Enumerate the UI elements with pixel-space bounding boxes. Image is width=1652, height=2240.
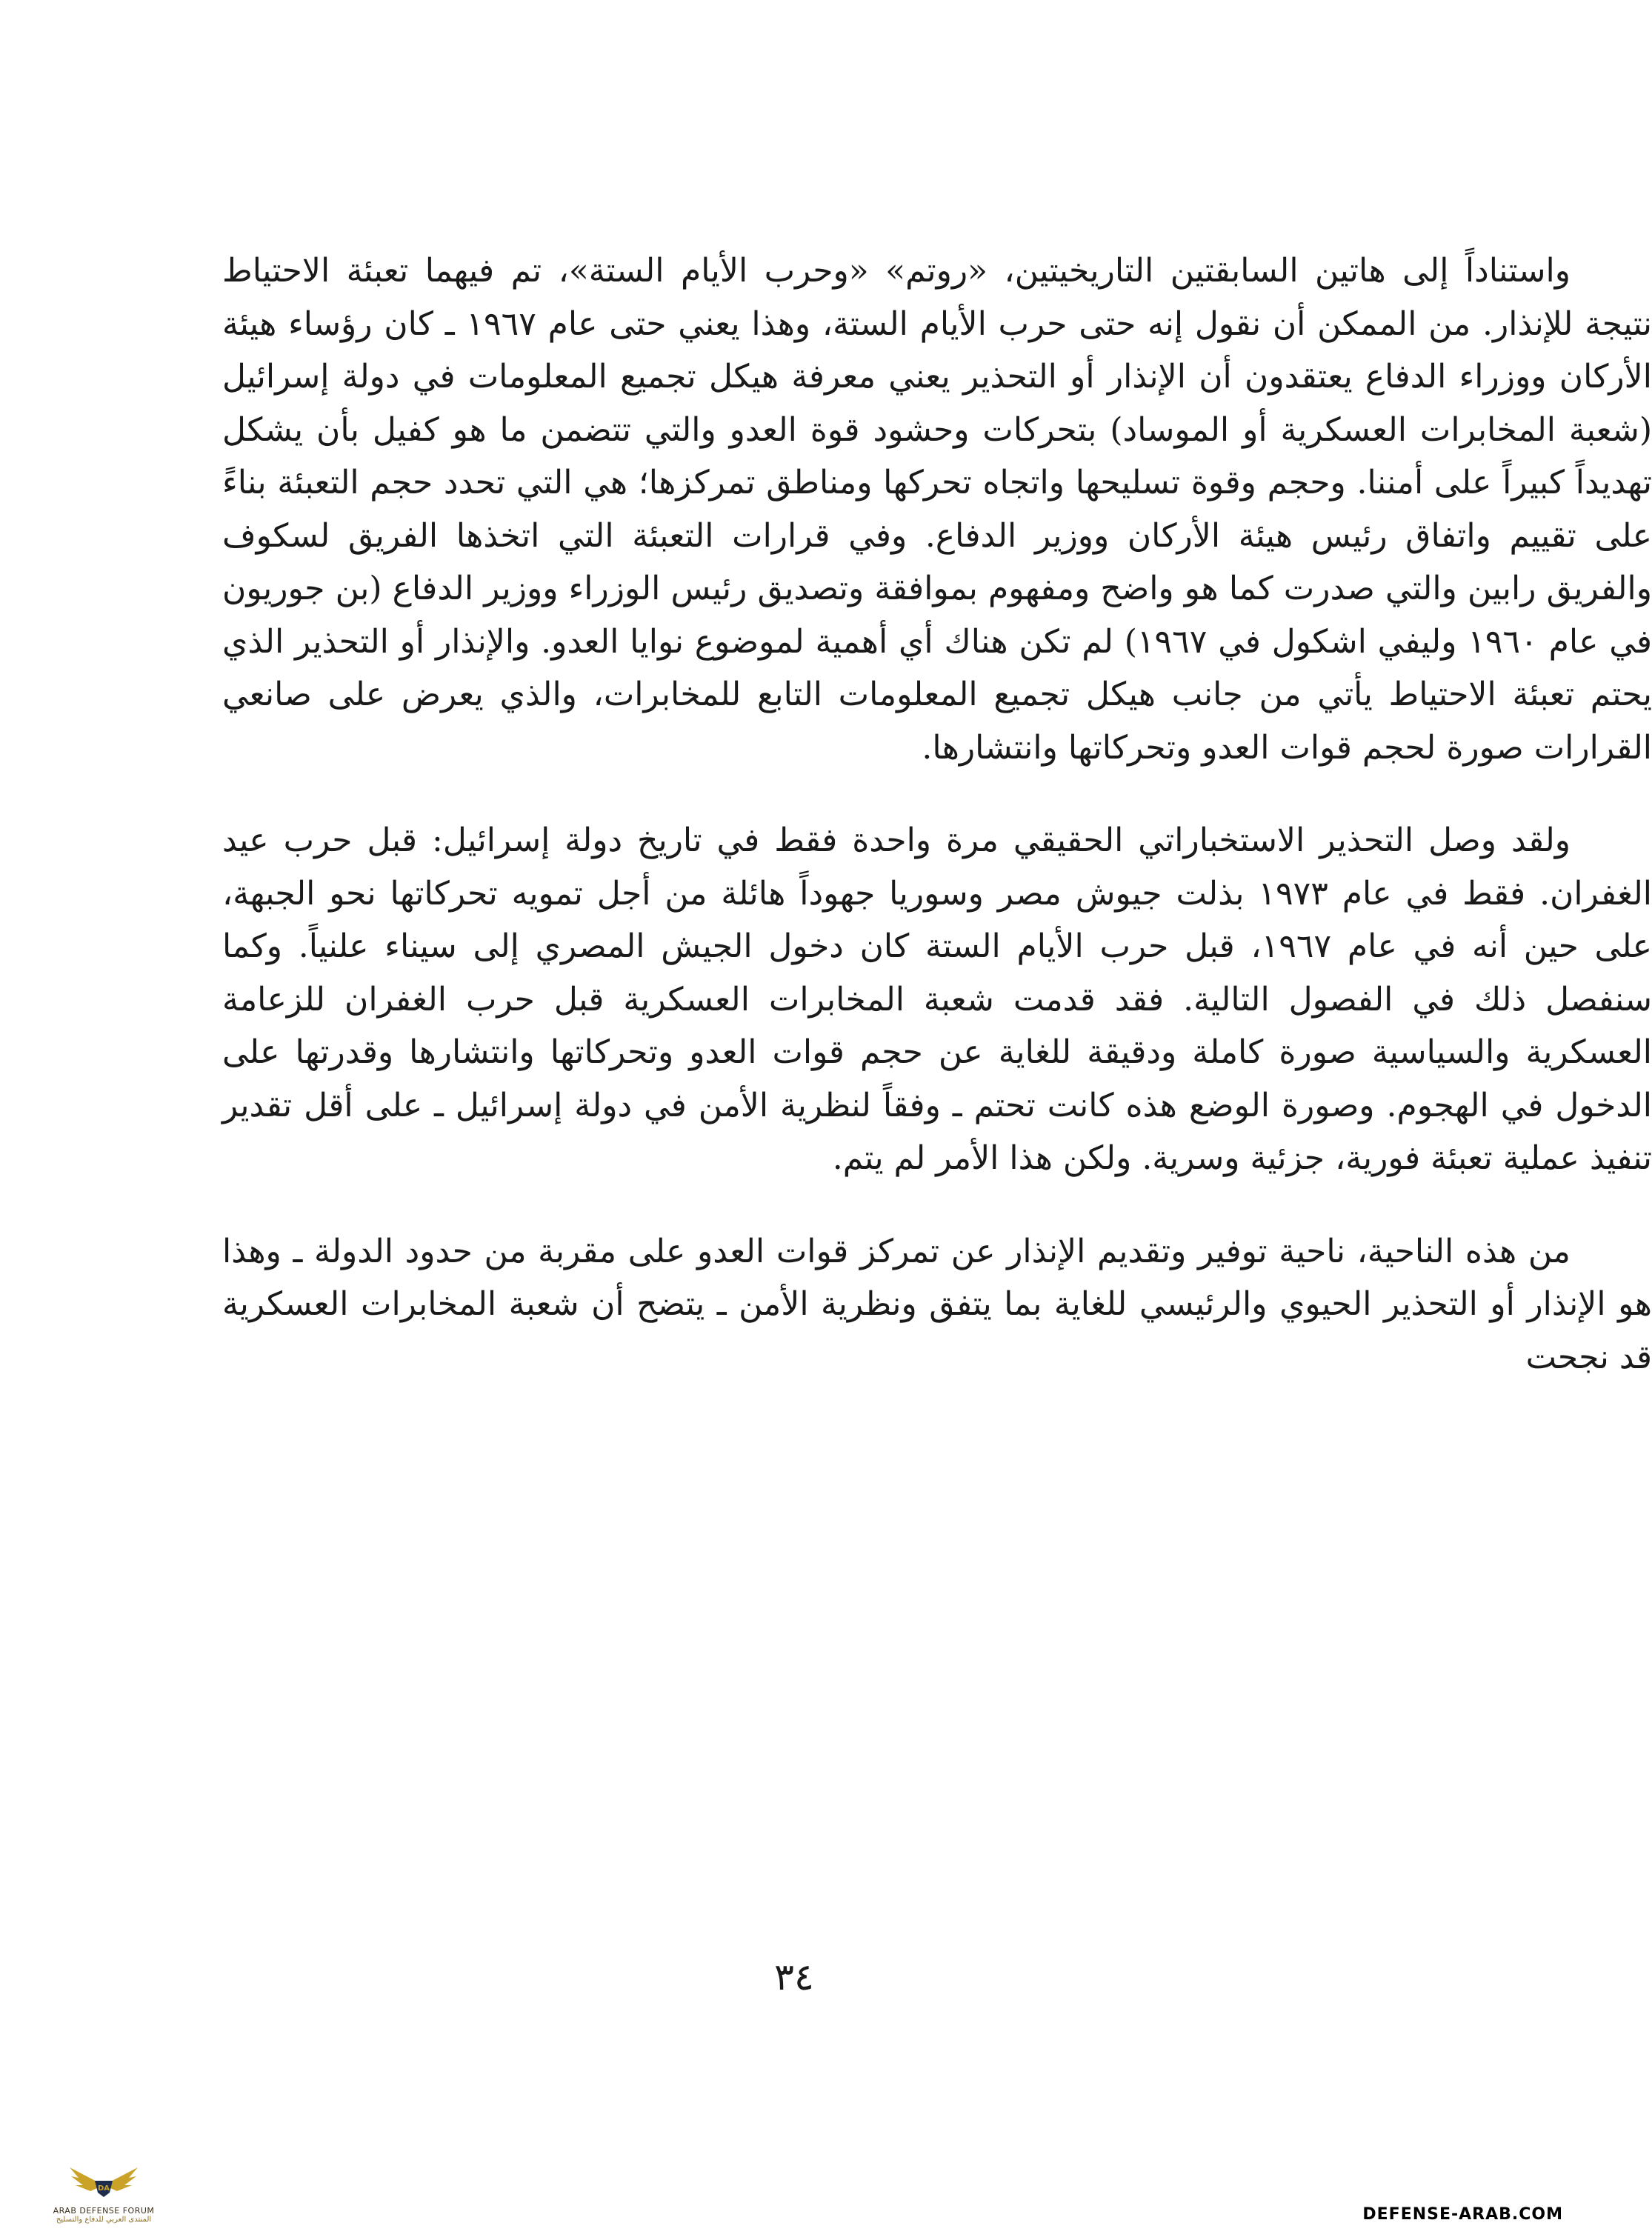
- paragraph: من هذه الناحية، ناحية توفير وتقديم الإنذار عن تمركز قوات العدو على مقربة من حدود الدولة ـ وهذا هو الإنذار أو التحذير الحيوي والرئيسي للغاية بما يتفق ونظرية الأمن ـ يتضح أن شعبة المخابرات العسكرية قد نجحت: [222, 1232, 1652, 1376]
- logo-subtitle: المنتدى العربي للدفاع والتسليح: [56, 2216, 152, 2224]
- body-text: [222, 244, 1652, 1424]
- paragraph: واستناداً إلى هاتين السابقتين التاريخيتين، «روتم» «وحرب الأيام الستة»، تم فيهما تعبئة الاحتياط نتيجة للإنذار. من الممكن أن نقول إنه حتى حرب الأيام الستة، وهذا يعني حتى عام ١٩٦٧ ـ كان رؤساء هيئة الأركان ووزراء الدفاع يعتقدون أن الإنذار أو التحذير يعني معرفة هيكل تجميع المعلومات في دولة إسرائيل (شعبة المخابرات العسكرية أو الموساد) بتحركات وحشود قوة العدو والتي تتضمن ما هو كفيل بأن يشكل تهديداً كبيراً على أمننا. وحجم وقوة تسليحها واتجاه تحركها ومناطق تمركزها؛ هي التي تحدد حجم التعبئة بناءً على تقييم واتفاق رئيس هيئة الأركان ووزير الدفاع. وفي قرارات التعبئة التي اتخذها الفريق لسكوف والفريق رابين والتي صدرت كما هو واضح ومفهوم بموافقة وتصديق رئيس الوزراء ووزير الدفاع (بن جوريون في عام ١٩٦٠ وليفي اشكول في ١٩٦٧) لم تكن هناك أي أهمية لموضوع نوايا العدو. والإنذار أو التحذير الذي يحتم تعبئة الاحتياط يأتي من جانب هيكل تجميع المعلومات التابع للمخابرات، والذي يعرض على صانعي القرارات صورة لحجم قوات العدو وتحركاتها وانتشارها.: [222, 252, 1652, 767]
- paragraph: ولقد وصل التحذير الاستخباراتي الحقيقي مرة واحدة فقط في تاريخ دولة إسرائيل: قبل حرب عيد الغفران. فقط في عام ١٩٧٣ بذلت جيوش مصر وسوريا جهوداً هائلة من أجل تمويه تحركاتها نحو الجبهة، على حين أنه في عام ١٩٦٧، قبل حرب الأيام الستة كان دخول الجيش المصري إلى سيناء علنياً. وكما سنفصل ذلك في الفصول التالية. فقد قدمت شعبة المخابرات العسكرية قبل حرب الغفران للزعامة العسكرية والسياسية صورة كاملة ودقيقة للغاية عن حجم قوات العدو وتحركاتها وانتشارها وقدرتها على الدخول في الهجوم. وصورة الوضع هذه كانت تحتم ـ وفقاً لنظرية الأمن في دولة إسرائيل ـ على أقل تقدير تنفيذ عملية تعبئة فورية، جزئية وسرية. ولكن هذا الأمر لم يتم.: [222, 821, 1652, 1177]
- eagle-wings-icon: [68, 2163, 139, 2204]
- svg-text:DA: DA: [97, 2184, 110, 2193]
- site-watermark: DEFENSE-ARAB.COM: [1362, 2205, 1563, 2224]
- page-number: ٣٤: [774, 1956, 814, 1999]
- forum-logo: [30, 2163, 178, 2237]
- logo-name: ARAB DEFENSE FORUM: [53, 2206, 155, 2216]
